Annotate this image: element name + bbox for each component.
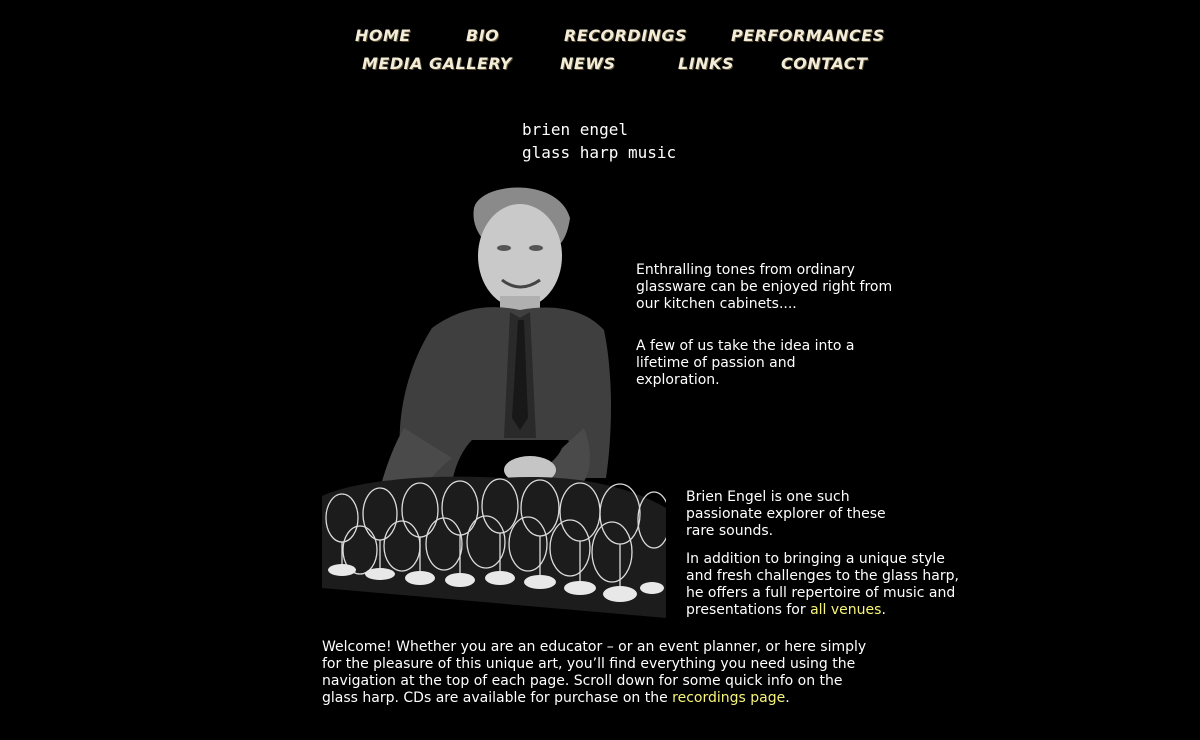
nav-news[interactable]: NEWS	[560, 54, 616, 73]
welcome-paragraph-text: Welcome! Whether you are an educator – or an event planner, or here simply for the pleasure of this unique art, you’ll find everything you need using the navigation at the top of each page. Scroll down for some quick info on the glass harp. CDs are available for purchase on the	[322, 639, 867, 706]
about-paragraph-2-text: In addition to bringing a unique style and fresh challenges to the glass harp, he offers a full repertoire of music and presentations for	[686, 551, 959, 618]
intro-paragraph-1: Enthralling tones from ordinary glassware can be enjoyed right from our kitchen cabinets....	[636, 262, 893, 312]
about-paragraph-2	[686, 551, 964, 619]
performer-photo	[322, 178, 666, 618]
nav-bio[interactable]: BIO	[466, 26, 500, 45]
welcome-text	[322, 639, 874, 707]
site-masthead	[522, 118, 676, 164]
about-paragraph-2-end: .	[881, 602, 886, 618]
nav-performances[interactable]: PERFORMANCES	[731, 26, 885, 45]
nav-recordings[interactable]: RECORDINGS	[564, 26, 688, 45]
site-subtitle: glass harp music	[522, 143, 677, 162]
welcome-paragraph-end: .	[785, 690, 790, 706]
nav-links[interactable]: LINKS	[678, 54, 734, 73]
intro-paragraph-2: A few of us take the idea into a lifetime of passion and exploration.	[636, 338, 855, 388]
site-title: brien engel	[522, 120, 628, 139]
about-text	[686, 489, 964, 619]
nav-home[interactable]: HOME	[355, 26, 411, 45]
all-venues-link[interactable]: all venues	[810, 602, 882, 618]
intro-text	[636, 262, 908, 389]
recordings-page-link[interactable]: recordings page	[672, 690, 786, 706]
nav-contact[interactable]: CONTACT	[781, 54, 868, 73]
welcome-paragraph	[322, 639, 874, 707]
about-paragraph-1: Brien Engel is one such passionate explorer of these rare sounds.	[686, 489, 886, 539]
nav-media-gallery[interactable]: MEDIA GALLERY	[362, 54, 512, 73]
